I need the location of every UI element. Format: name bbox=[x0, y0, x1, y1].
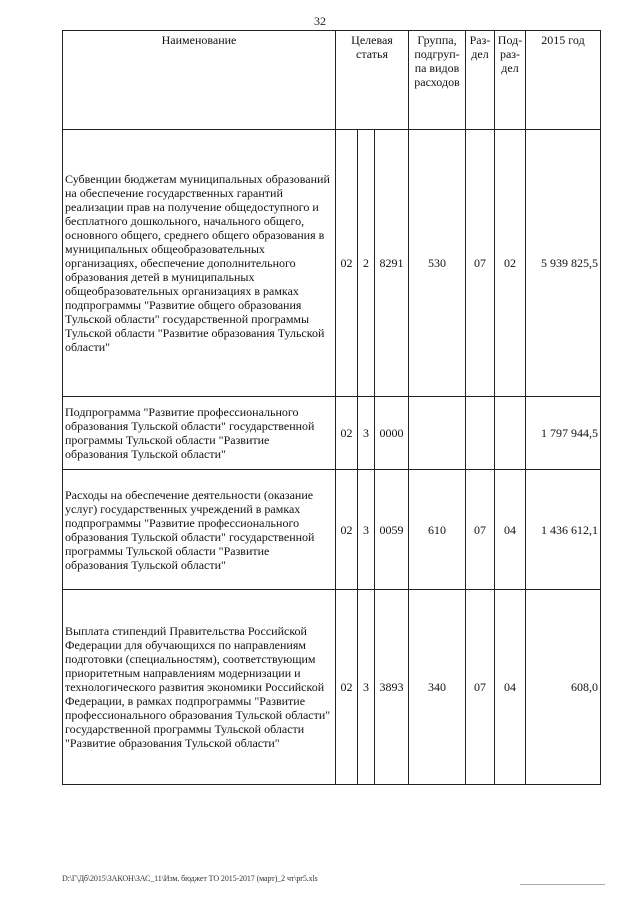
row-expense-group: 340 bbox=[409, 590, 466, 785]
header-name: Наименование bbox=[63, 31, 336, 130]
row-amount: 608,0 bbox=[526, 590, 601, 785]
row-ts-direction: 8291 bbox=[375, 130, 409, 397]
row-name: Подпрограмма "Развитие профессионального образования Тульской области" государственной программы Тульской области "Развитие образования Тульской области" bbox=[63, 397, 336, 470]
row-name: Расходы на обеспечение деятельности (оказание услуг) государственных учреждений в рамках подпрограммы "Развитие профессионального образования Тульской области" государственной программы Тульской области "Развитие образования Тульской области" bbox=[63, 470, 336, 590]
budget-table bbox=[62, 30, 601, 785]
header-year: 2015 год bbox=[526, 31, 601, 130]
row-section: 07 bbox=[466, 130, 495, 397]
row-expense-group: 530 bbox=[409, 130, 466, 397]
table-row bbox=[63, 590, 601, 785]
row-expense-group bbox=[409, 397, 466, 470]
table-row bbox=[63, 397, 601, 470]
row-ts-program: 02 bbox=[336, 590, 358, 785]
row-ts-subprogram: 2 bbox=[358, 130, 375, 397]
row-subsection: 04 bbox=[495, 470, 526, 590]
row-ts-direction: 3893 bbox=[375, 590, 409, 785]
row-name: Субвенции бюджетам муниципальных образований на обеспечение государственных гарантий реализации прав на получение общедоступного и бесплатного дошкольного, начального общего, основного общего, среднего общего образования в муниципальных общеобразовательных организациях, обеспечение дополнительного образования детей в муниципальных общеобразовательных организациях в рамках подпрограммы "Развитие общего образования Тульской области" государственной программы Тульской области "Развитие образования Тульской области" bbox=[63, 130, 336, 397]
row-name: Выплата стипендий Правительства Российской Федерации для обучающихся по направлениям подготовки (специальностям), соответствующим приоритетным направлениям модернизации и технологического развития экономики Российской Федерации, в рамках подпрограммы "Развитие профессионального образования Тульской области" государственной программы Тульской области "Развитие образования Тульской области" bbox=[63, 590, 336, 785]
row-ts-subprogram: 3 bbox=[358, 397, 375, 470]
header-target-item: Целевая статья bbox=[336, 31, 409, 130]
row-ts-program: 02 bbox=[336, 130, 358, 397]
row-subsection bbox=[495, 397, 526, 470]
row-subsection: 04 bbox=[495, 590, 526, 785]
row-ts-direction: 0059 bbox=[375, 470, 409, 590]
file-path-footer: D:\Г\Дб\2015\ЗАКОН\ЗАС_11\Изм. бюджет ТО 2015-2017 (март)_2 чт\pr5.xls bbox=[62, 874, 318, 883]
row-ts-subprogram: 3 bbox=[358, 470, 375, 590]
table-row bbox=[63, 470, 601, 590]
row-ts-program: 02 bbox=[336, 397, 358, 470]
row-subsection: 02 bbox=[495, 130, 526, 397]
row-section: 07 bbox=[466, 470, 495, 590]
header-subsection: Под-раз-дел bbox=[495, 31, 526, 130]
row-ts-subprogram: 3 bbox=[358, 590, 375, 785]
table-header-row bbox=[63, 31, 601, 130]
table-row bbox=[63, 130, 601, 397]
row-ts-program: 02 bbox=[336, 470, 358, 590]
row-section bbox=[466, 397, 495, 470]
row-amount: 1 797 944,5 bbox=[526, 397, 601, 470]
scan-artifact-line bbox=[520, 884, 605, 885]
header-expense-group: Группа, подгруп-па видов расходов bbox=[409, 31, 466, 130]
header-section: Раз-дел bbox=[466, 31, 495, 130]
page-number: 32 bbox=[314, 14, 326, 28]
row-amount: 5 939 825,5 bbox=[526, 130, 601, 397]
row-amount: 1 436 612,1 bbox=[526, 470, 601, 590]
row-section: 07 bbox=[466, 590, 495, 785]
row-expense-group: 610 bbox=[409, 470, 466, 590]
row-ts-direction: 0000 bbox=[375, 397, 409, 470]
